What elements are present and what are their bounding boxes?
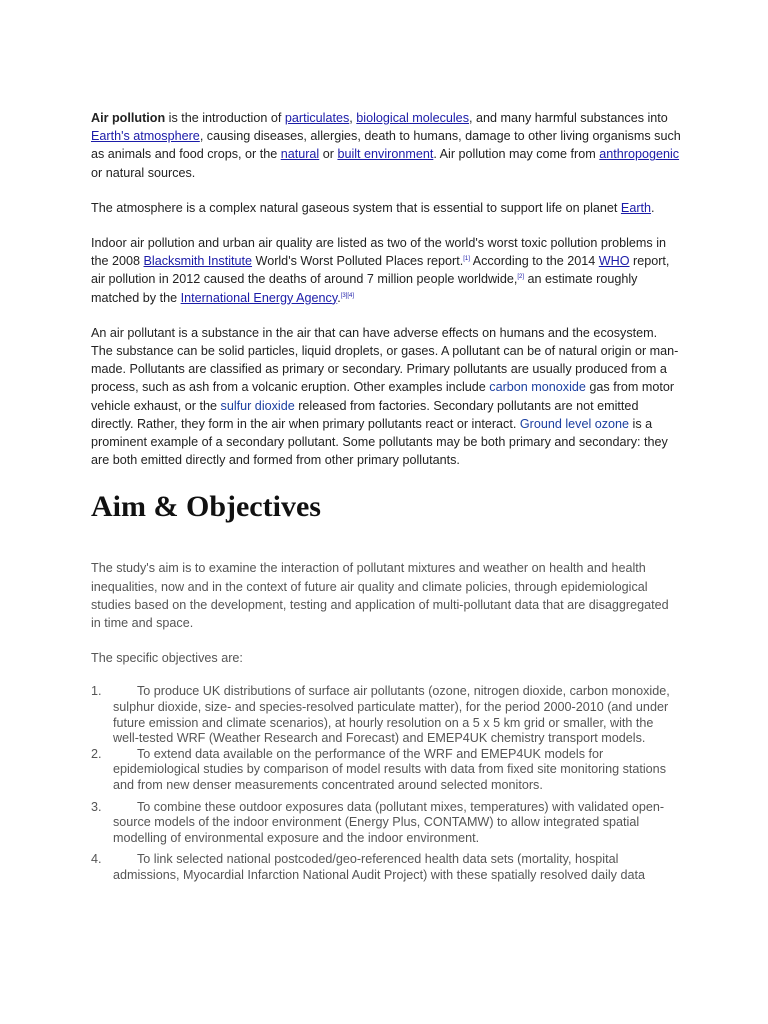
document-content [91,109,681,884]
citation-2[interactable]: [2] [517,274,525,281]
aim-paragraph: The study's aim is to examine the interaction of pollutant mixtures and weather on health and health inequalities, now and in the context of future air quality and climate policies, through epidemiological studies based on the development, testing and application of multi-pollutant data that are disaggregated in time and space. [91,561,669,631]
link-who[interactable]: WHO [598,254,630,269]
objective-item [91,684,681,746]
link-ground-level-ozone[interactable]: Ground level ozone [519,416,630,431]
atmosphere-paragraph [91,199,681,217]
link-biological-molecules[interactable]: biological molecules [356,111,469,125]
link-natural[interactable]: natural [280,147,320,162]
text-run: report, air pollution in 2012 caused the deaths of around 7 million people worldwide, [91,254,670,287]
section-heading: Aim & Objectives [91,490,321,524]
link-carbon-monoxide[interactable]: carbon monoxide [489,380,586,395]
text-run: , causing diseases, allergies, death to humans, damage to other living organisms such as animals and food crops, or the [91,129,681,162]
citation-3-4[interactable]: [3][4] [340,292,355,299]
objective-number: 4. [91,852,102,867]
text-run: or [319,147,338,162]
objectives-list [91,684,681,883]
link-blacksmith-institute[interactable]: Blacksmith Institute [143,254,253,269]
objective-text: To combine these outdoor exposures data (pollutant mixes, temperatures) with validated open-source models of the indoor environment (Energy Plus, CONTAMW) to allow integrated spatial modelling of environmental exposure and the indoor environment. [113,799,665,845]
text-run: Indoor air pollution and urban air quality are listed as two of the world's worst toxic pollution problems in the 2008 [91,236,667,269]
text-run: released from factories. Secondary pollutants are not emitted directly. Rather, they form in the air when primary pollutants react or interact. [91,398,639,431]
link-earths-atmosphere[interactable]: Earth's atmosphere [91,129,200,144]
link-built-environment[interactable]: built environment [337,147,434,162]
text-run: is a prominent example of a secondary pollutant. Some pollutants may be both primary and secondary: they are both emitted directly and formed from other primary pollutants. [91,416,668,468]
text-run: World's Worst Polluted Places report. [252,254,464,269]
link-anthropogenic[interactable]: anthropogenic [599,147,680,162]
text-run: . Air pollution may come from [433,147,600,162]
text-run: The atmosphere is a complex natural gaseous system that is essential to support life on planet [91,200,621,215]
text-run: . [651,200,655,215]
text-run: an estimate roughly matched by the [91,272,638,305]
objective-text: To produce UK distributions of surface air pollutants (ozone, nitrogen dioxide, carbon monoxide, sulphur dioxide, size- and species-resolved particulate matter), for the period 2000-2010 (and under future emission and climate scenarios), at hourly resolution on a 5 x 5 km grid or smaller, with the well-tested WRF (Weather Research and Forecast) and EMEP4UK chemistry transport models. [113,684,670,746]
text-run: is the introduction of [165,111,285,125]
link-earth[interactable]: Earth [620,200,652,215]
text-run: or natural sources. [91,165,196,180]
objectives-intro: The specific objectives are: [91,651,243,666]
objective-text: To extend data available on the performance of the WRF and EMEP4UK models for epidemiological studies by comparison of model results with data from fixed site monitoring stations and from new denser measurements concentrated around selected monitors. [113,746,666,793]
indoor-pollution-paragraph [91,234,681,307]
objective-item [91,800,681,847]
objective-item [91,852,681,883]
citation-1[interactable]: [1] [463,256,470,263]
text-run: An air pollutant is a substance in the air that can have adverse effects on humans and the ecosystem. The substance can be solid particles, liquid droplets, or gases. A pollutant can be of natural origin or man-made. Pollutants are classified as primary or secondary. Primary pollutants are usually produced from a process, such as ash from a volcanic eruption. Other examples include [91,325,679,395]
text-run: . [337,290,341,305]
text-run: According to the 2014 [469,254,599,269]
air-pollution-term: Air pollution [91,111,166,125]
text-run: , and many harmful substances into [469,111,668,125]
link-sulfur-dioxide[interactable]: sulfur dioxide [220,398,295,413]
pollutant-paragraph [91,324,681,470]
objective-number: 3. [91,799,102,814]
text-run: gas from motor vehicle exhaust, or the [91,380,675,413]
objective-number: 1. [91,684,102,699]
objective-text: To link selected national postcoded/geo-referenced health data sets (mortality, hospital admissions, Myocardial Infarction National Audit Project) with these spatially resolved daily data [113,852,645,882]
link-particulates[interactable]: particulates [284,111,350,125]
objective-number: 2. [91,746,102,761]
objective-item [91,747,681,794]
text-run: , [349,111,357,125]
link-international-energy-agency[interactable]: International Energy Agency [180,290,338,305]
intro-paragraph [91,109,681,182]
